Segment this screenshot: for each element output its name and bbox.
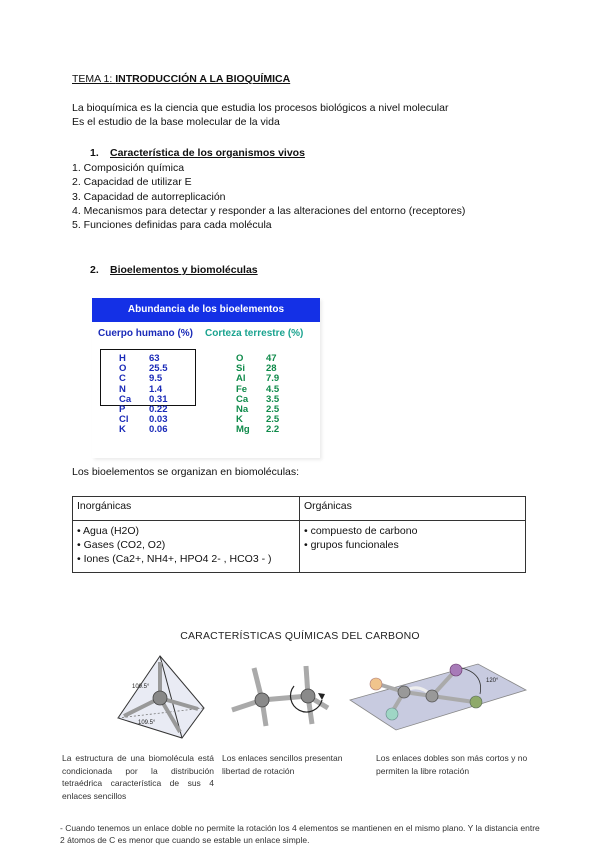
- table-row: Cl 0.03: [119, 414, 168, 426]
- caption-tetrahedral: La estructura de una biomolécula está condicionada por la distribución tetraédrica característica de sus 4 enlaces sencillos: [62, 753, 214, 801]
- intro-text: [72, 101, 448, 129]
- list-item: 4. Mecanismos para detectar y responder a las alteraciones del entorno (receptores): [72, 204, 466, 217]
- biomolecule-classification-table: [72, 496, 526, 573]
- table-row: C 9.5: [119, 373, 163, 385]
- table-row: O 47: [236, 353, 277, 364]
- arrow-head-icon: [318, 693, 325, 700]
- abundance-table: [92, 298, 320, 458]
- inorganic-header: Inorgánicas: [73, 497, 300, 521]
- inorganic-cell: [73, 521, 300, 573]
- list-item: • Gases (CO2, O2): [77, 539, 166, 551]
- list-item: • Agua (H2O): [77, 525, 140, 537]
- angle-label: 109.5°: [138, 720, 156, 726]
- carbon-atom: [153, 691, 167, 705]
- table-row: Mg 2.2: [236, 424, 280, 436]
- human-body-column: [119, 354, 168, 436]
- page-title: TEMA 1: INTRODUCCIÓN A LA BIOQUÍMICA: [72, 73, 291, 85]
- table-row: O 25.5: [119, 363, 168, 375]
- section-2-heading: 2. Bioelementos y biomoléculas: [90, 264, 258, 276]
- tetrahedral-carbon-figure: [112, 652, 208, 744]
- table-row: P 0.22: [119, 403, 168, 415]
- table-row: Ca 0.31: [119, 393, 168, 405]
- list-item: 3. Capacidad de autorreplicación: [72, 190, 226, 203]
- carbon-atom: [426, 690, 438, 702]
- earth-crust-header: Corteza terrestre (%): [205, 328, 304, 339]
- intro-line-1: La bioquímica es la ciencia que estudia los procesos biológicos a nivel molecular: [72, 102, 449, 114]
- list-item: 1. Composición química: [72, 162, 185, 174]
- table-row: Na 2.5: [236, 403, 280, 415]
- abundance-table-title: Abundancia de los bioelementos: [92, 298, 320, 322]
- table-row: N 1.4: [119, 383, 163, 395]
- carbon-atom: [255, 693, 269, 707]
- characteristics-list: [72, 161, 465, 232]
- organic-header: Orgánicas: [300, 497, 526, 521]
- double-bond-note: - Cuando tenemos un enlace doble no permite la rotación los 4 elementos se mantienen en el mismo plano. Y la distancia entre 2 átomos de C es menor que cuando se estable un enlace simple.: [60, 823, 540, 845]
- carbon-atom: [301, 689, 315, 703]
- earth-crust-column: [236, 354, 279, 436]
- section-1-heading: 1. Característica de los organismos vivos: [90, 147, 305, 159]
- carbon-section-title: CARACTERÍSTICAS QUÍMICAS DEL CARBONO: [180, 630, 420, 642]
- table-row: K 2.5: [236, 414, 280, 426]
- list-item: 2. Capacidad de utilizar E: [72, 176, 192, 189]
- organic-cell: [300, 521, 526, 573]
- list-item: • Iones (Ca2+, NH4+, HPO4 2- , HCO3 - ): [77, 553, 272, 565]
- caption-double-bond: Los enlaces dobles son más cortos y no permiten la libre rotación: [376, 753, 528, 776]
- carbon-atom: [398, 686, 410, 698]
- list-item: 5. Funciones definidas para cada molécula: [72, 219, 272, 232]
- intro-line-2: Es el estudio de la base molecular de la vida: [72, 116, 280, 128]
- list-item: • grupos funcionales: [304, 539, 399, 551]
- list-item: • compuesto de carbono: [304, 525, 418, 537]
- table-row: H 63: [119, 353, 160, 364]
- atom-a: [370, 678, 382, 690]
- angle-label: 109.5°: [132, 684, 150, 690]
- atom-x: [450, 664, 462, 676]
- organize-text: Los bioelementos se organizan en biomoléculas:: [72, 466, 300, 478]
- table-row: Fe 4.5: [236, 383, 280, 395]
- caption-single-bond: Los enlaces sencillos presentan libertad de rotación: [222, 753, 343, 776]
- table-row: K 0.06: [119, 424, 168, 436]
- human-body-header: Cuerpo humano (%): [98, 328, 193, 339]
- angle-label: 120°: [486, 678, 499, 684]
- single-bond-figure: [224, 660, 334, 730]
- atom-y: [470, 696, 482, 708]
- table-row: Ca 3.5: [236, 393, 280, 405]
- table-row: Si 28: [236, 363, 277, 375]
- atom-b: [386, 708, 398, 720]
- table-row: Al 7.9: [236, 373, 280, 385]
- double-bond-figure: [346, 660, 528, 732]
